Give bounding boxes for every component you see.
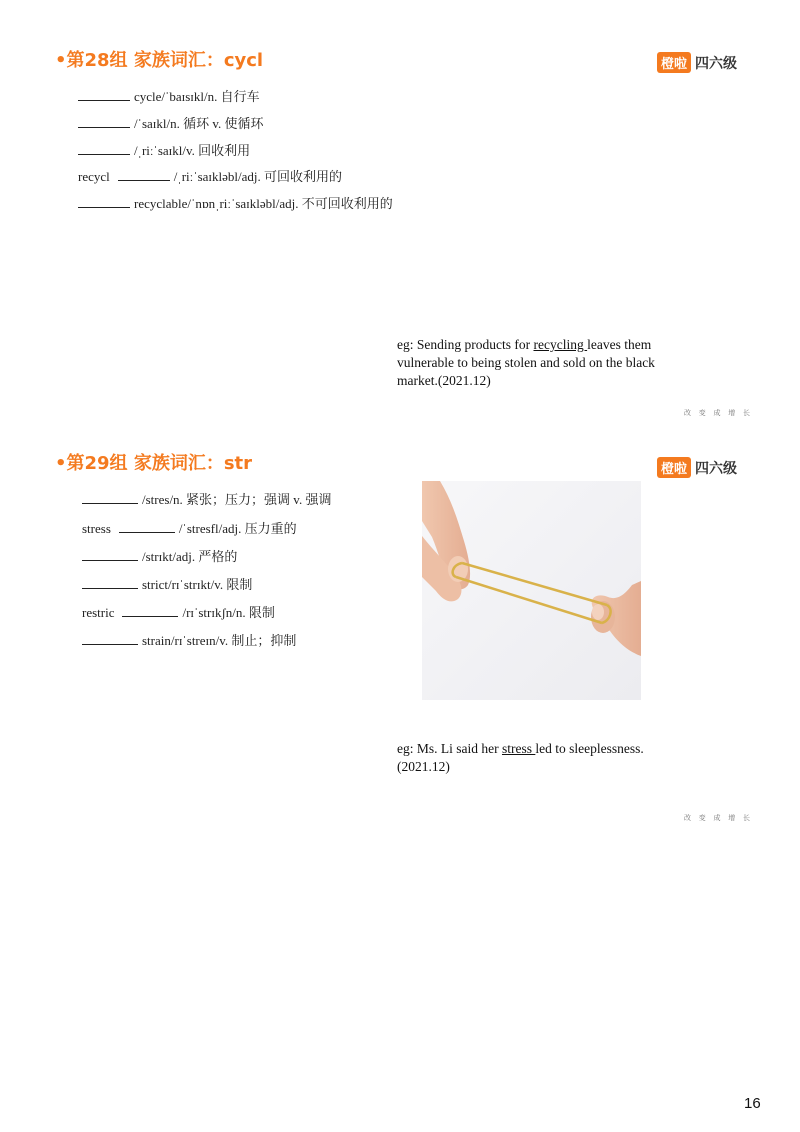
- fill-blank[interactable]: [82, 633, 138, 645]
- section-29-example: [397, 740, 697, 776]
- brand-text: 四六级: [695, 460, 738, 477]
- word-item: [78, 89, 260, 105]
- word-item: [78, 116, 264, 132]
- word-text: /ˌriːˈsaɪkl/v. 回收利用: [134, 143, 251, 158]
- word-prefix: stress: [82, 521, 111, 536]
- example-text: leaves them vulnerable to being stolen and sold on the black market.(2021.12): [397, 337, 655, 388]
- rubber-band-photo: [422, 481, 641, 700]
- fill-blank[interactable]: [119, 521, 175, 533]
- fill-blank[interactable]: [78, 196, 130, 208]
- word-text: recyclable/ˈnɒnˌriːˈsaɪkləbl/adj. 不可回收利用的: [134, 196, 393, 211]
- fill-blank[interactable]: [78, 89, 130, 101]
- word-item: [78, 143, 250, 159]
- brand-text: 四六级: [695, 55, 738, 72]
- fill-blank[interactable]: [82, 492, 138, 504]
- brand-badge: 橙啦: [657, 457, 691, 478]
- word-text: cycle/ˈbaɪsɪkl/n. 自行车: [134, 89, 260, 104]
- word-text: /ˈstresfl/adj. 压力重的: [178, 521, 297, 536]
- word-item: [78, 169, 342, 185]
- example-keyword: recycling: [533, 337, 588, 352]
- word-item: [82, 577, 252, 593]
- word-text: strict/rɪˈstrɪkt/v. 限制: [142, 577, 253, 592]
- section-28-title: •第28组 家族词汇：cycl: [55, 50, 264, 71]
- word-item: [82, 521, 297, 537]
- fill-blank[interactable]: [82, 577, 138, 589]
- brand-badge: 橙啦: [657, 52, 691, 73]
- page-number: 16: [744, 1095, 761, 1112]
- footnote: 改 变 成 增 长: [684, 814, 753, 822]
- word-item: [82, 605, 275, 621]
- word-text: strain/rɪˈstreɪn/v. 制止；抑制: [142, 633, 297, 648]
- word-item: [82, 549, 237, 565]
- fill-blank[interactable]: [78, 116, 130, 128]
- brand-logo: [657, 52, 737, 73]
- example-keyword: stress: [501, 741, 536, 756]
- section-29-title: •第29组 家族词汇：str: [55, 453, 253, 474]
- fill-blank[interactable]: [118, 169, 170, 181]
- rubber-band-illustration: [422, 481, 641, 700]
- word-prefix: recycl: [78, 169, 110, 184]
- word-prefix: restric: [82, 605, 115, 620]
- brand-logo: [657, 457, 737, 478]
- word-item: [82, 633, 296, 649]
- word-item: [78, 196, 393, 212]
- fill-blank[interactable]: [78, 143, 130, 155]
- fill-blank[interactable]: [82, 549, 138, 561]
- word-item: [82, 492, 331, 508]
- word-text: /strɪkt/adj. 严格的: [142, 549, 238, 564]
- word-text: /ˌriːˈsaɪkləbl/adj. 可回收利用的: [173, 169, 343, 184]
- word-text: /ˈsaɪkl/n. 循环 v. 使循环: [134, 116, 264, 131]
- example-text: eg: Ms. Li said her: [397, 741, 502, 756]
- word-text: /stres/n. 紧张；压力；强调 v. 强调: [142, 492, 332, 507]
- example-text: led to sleeplessness. (2021.12): [397, 741, 644, 774]
- example-text: eg: Sending products for: [397, 337, 534, 352]
- word-text: /rɪˈstrɪkʃn/n. 限制: [182, 605, 275, 620]
- footnote: 改 变 成 增 长: [684, 409, 753, 417]
- fill-blank[interactable]: [122, 605, 178, 617]
- section-28-example: [397, 336, 697, 390]
